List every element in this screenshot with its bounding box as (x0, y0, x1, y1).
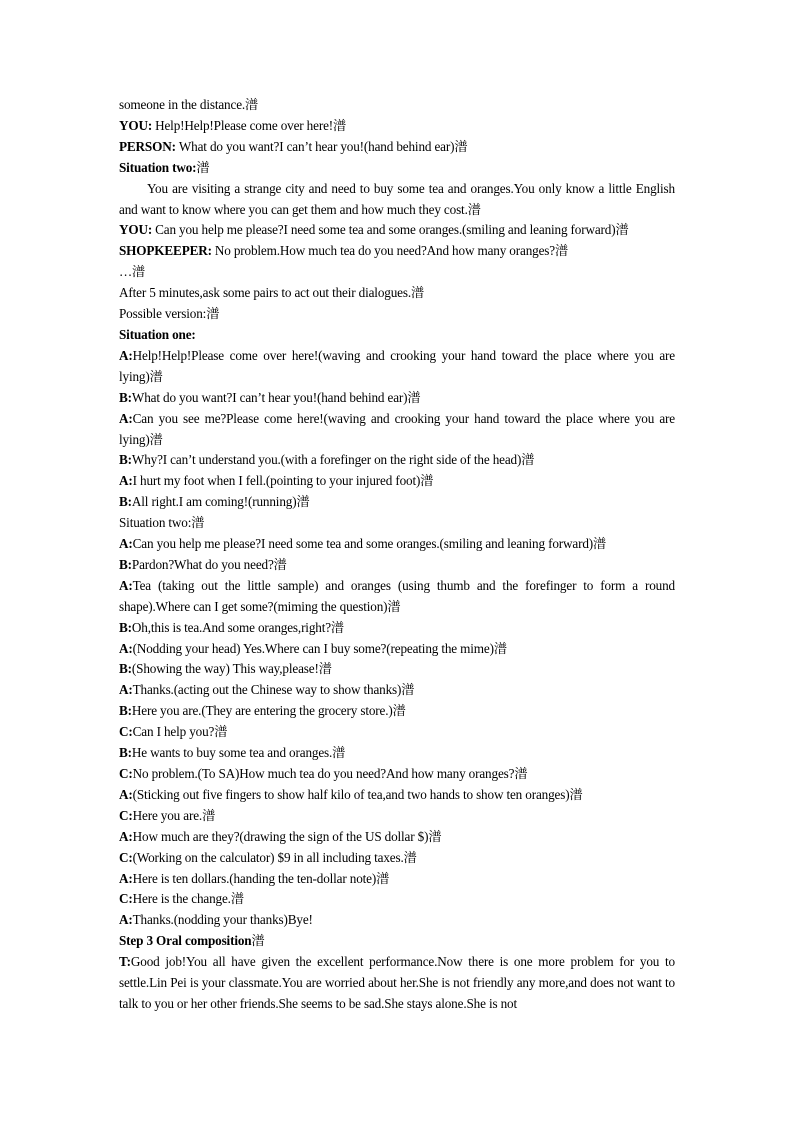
speaker-label: A: (119, 786, 133, 802)
dialogue-line (119, 743, 675, 764)
speaker-label: B: (119, 619, 132, 635)
speaker-label: YOU: (119, 222, 153, 238)
dialogue-line (119, 576, 675, 618)
line-text: Can you help me please?I need some tea and some oranges.(smiling and leaning forward)潽 (155, 222, 629, 238)
text-line (119, 95, 675, 116)
line-text: Here you are.(They are entering the grocery store.)潽 (131, 703, 406, 719)
speaker-label: C: (119, 766, 133, 781)
dialogue-line (119, 827, 675, 848)
speaker-label: SHOPKEEPER: (119, 243, 212, 259)
line-text: …潽 (119, 264, 146, 280)
dialogue-line (119, 785, 675, 806)
speaker-label: A: (119, 473, 133, 489)
speaker-label: A: (119, 870, 133, 886)
dialogue-line (119, 555, 675, 576)
text-line (119, 283, 675, 304)
speaker-label: B: (119, 745, 132, 761)
dialogue-line (119, 241, 675, 262)
line-text: Can you see me?Please come here!(waving and crooking your hand toward the place where you are lying)潽 (119, 410, 675, 447)
speaker-label: B: (119, 556, 132, 572)
dialogue-line (119, 137, 675, 158)
speaker-label: A: (119, 640, 133, 656)
speaker-label: A: (119, 410, 133, 426)
heading-text: Situation two: (119, 159, 197, 175)
dialogue-line (119, 471, 675, 492)
speaker-label: B: (119, 389, 132, 405)
dialogue-line (119, 806, 675, 827)
line-text: Why?I can’t understand you.(with a forefinger on the right side of the head)潽 (131, 452, 535, 468)
dialogue-line (119, 388, 675, 409)
line-text: What do you want?I can’t hear you!(hand behind ear)潽 (178, 138, 468, 154)
line-text: You are visiting a strange city and need to buy some tea and oranges.You only know a little English and want to know where you can get them and how much they cost.潽 (119, 180, 675, 217)
speaker-label: C: (119, 807, 133, 823)
section-heading (119, 325, 675, 346)
dialogue-line (119, 220, 675, 241)
line-text: Can I help you?潽 (132, 724, 228, 740)
dialogue-line (119, 409, 675, 451)
dialogue-line (119, 680, 675, 701)
speaker-label: A: (119, 682, 133, 698)
line-text: No problem.How much tea do you need?And how many oranges?潽 (214, 243, 569, 259)
line-text: He wants to buy some tea and oranges.潽 (131, 745, 346, 761)
line-text: No problem.(To SA)How much tea do you need?And how many oranges?潽 (132, 766, 528, 781)
line-text: Situation two:潽 (119, 515, 205, 531)
line-text: (Showing the way) This way,please!潽 (131, 661, 332, 677)
dialogue-line (119, 492, 675, 513)
line-text: Here is ten dollars.(handing the ten-dollar note)潽 (132, 870, 390, 886)
speaker-label: A: (119, 347, 133, 363)
line-text: Thanks.(acting out the Chinese way to show thanks)潽 (132, 682, 415, 698)
dialogue-line (119, 889, 675, 910)
line-text: All right.I am coming!(running)潽 (131, 494, 310, 510)
dialogue-line (119, 952, 675, 1015)
text-line (119, 262, 675, 283)
speaker-label: B: (119, 661, 132, 677)
line-text: Pardon?What do you need?潽 (131, 556, 287, 572)
line-text: (Nodding your head) Yes.Where can I buy some?(repeating the mime)潽 (132, 640, 507, 656)
line-text: Here is the change.潽 (132, 891, 244, 907)
speaker-label: C: (119, 891, 133, 907)
speaker-label: A: (119, 828, 133, 844)
speaker-label: A: (119, 536, 133, 552)
line-text: (Sticking out five fingers to show half kilo of tea,and two hands to show ten oranges)潽 (132, 786, 583, 802)
dialogue-line (119, 346, 675, 388)
speaker-label: PERSON: (119, 138, 176, 154)
line-text: 潽 (196, 159, 210, 175)
line-text: Thanks.(nodding your thanks)Bye! (132, 912, 313, 928)
dialogue-line (119, 659, 675, 680)
section-heading (119, 158, 675, 179)
heading-text: Step 3 Oral composition (119, 933, 252, 949)
dialogue-line (119, 910, 675, 931)
line-text: Oh,this is tea.And some oranges,right?潽 (131, 619, 344, 635)
speaker-label: C: (119, 849, 133, 865)
speaker-label: B: (119, 452, 132, 468)
speaker-label: YOU: (119, 117, 153, 133)
dialogue-line (119, 639, 675, 660)
line-text: Possible version:潽 (119, 306, 220, 322)
line-text: Tea (taking out the little sample) and oranges (using thumb and the forefinger to form a round shape).Where can I get some?(miming the question)潽 (119, 577, 675, 614)
line-text: 潽 (251, 933, 265, 949)
line-text: What do you want?I can’t hear you!(hand behind ear)潽 (131, 389, 421, 405)
speaker-label: A: (119, 577, 133, 593)
speaker-label: T: (119, 954, 131, 970)
line-text: Good job!You all have given the excellent performance.Now there is one more problem for you to settle.Lin Pei is your classmate.You are worried about her.She is not friendly any more,and does not want to talk to you or her other friends.She seems to be sad.She stays alone.She is not (119, 954, 675, 1011)
text-line (119, 304, 675, 325)
line-text: Here you are.潽 (132, 807, 216, 823)
dialogue-line (119, 869, 675, 890)
speaker-label: B: (119, 703, 132, 719)
line-text: (Working on the calculator) $9 in all including taxes.潽 (132, 849, 417, 865)
line-text: After 5 minutes,ask some pairs to act out their dialogues.潽 (119, 285, 425, 301)
dialogue-line (119, 450, 675, 471)
text-line (119, 179, 675, 221)
dialogue-line (119, 722, 675, 743)
line-text: Help!Help!Please come over here!潽 (155, 117, 347, 133)
line-text: How much are they?(drawing the sign of the US dollar $)潽 (132, 828, 442, 844)
dialogue-line (119, 764, 675, 785)
line-text: I hurt my foot when I fell.(pointing to your injured foot)潽 (132, 473, 434, 489)
dialogue-line (119, 534, 675, 555)
dialogue-line (119, 701, 675, 722)
dialogue-line (119, 848, 675, 869)
speaker-label: C: (119, 724, 133, 740)
document-page (119, 95, 675, 1015)
text-line (119, 513, 675, 534)
line-text: Can you help me please?I need some tea and some oranges.(smiling and leaning forward)潽 (132, 536, 607, 552)
speaker-label: B: (119, 494, 132, 510)
heading-text: Situation one: (119, 326, 196, 342)
dialogue-line (119, 116, 675, 137)
line-text: someone in the distance.潽 (119, 97, 259, 112)
section-heading (119, 931, 675, 952)
speaker-label: A: (119, 912, 133, 928)
line-text: Help!Help!Please come over here!(waving and crooking your hand toward the place where you are lying)潽 (119, 347, 675, 384)
dialogue-line (119, 618, 675, 639)
